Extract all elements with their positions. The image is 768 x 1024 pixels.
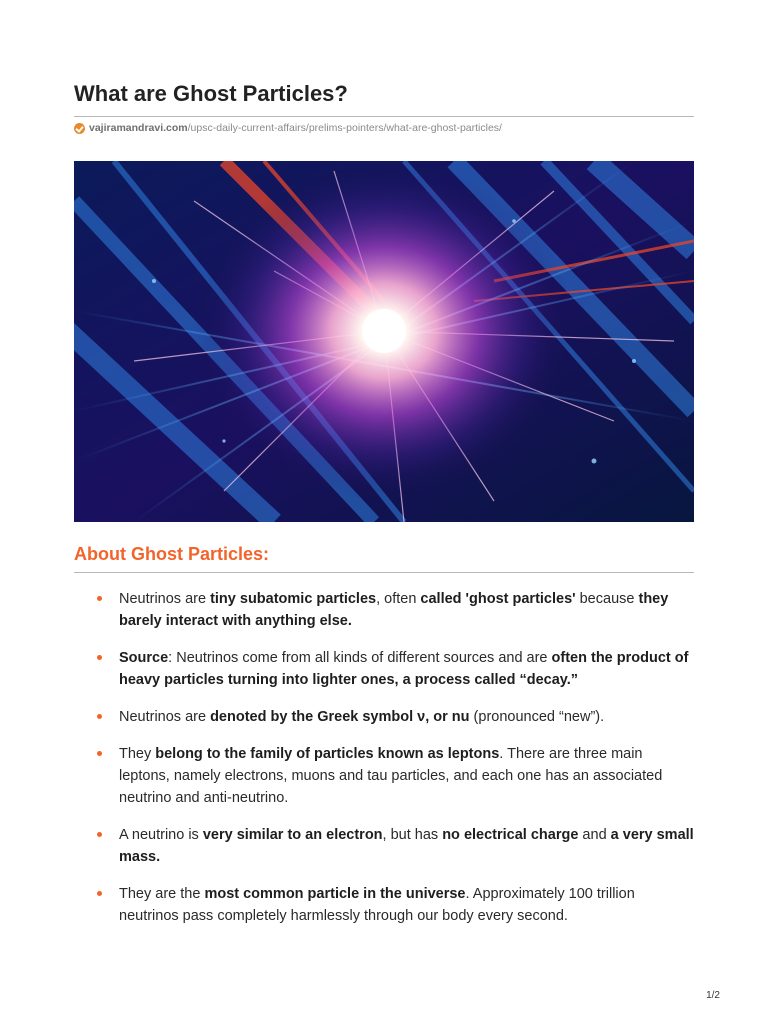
bullet-dot-icon xyxy=(97,596,102,601)
bold-text: a very small mass. xyxy=(119,827,694,865)
text: , often xyxy=(376,591,421,607)
page-number: 1/2 xyxy=(706,990,720,1001)
text: Neutrinos are xyxy=(119,591,211,607)
bullet-dot-icon xyxy=(97,891,102,896)
page-title: What are Ghost Particles? xyxy=(74,81,348,106)
bold-text: tiny subatomic particles xyxy=(210,591,377,607)
source-url[interactable] xyxy=(74,122,502,134)
bullet-dot-icon xyxy=(97,655,102,660)
bold-text: most common particle in the universe xyxy=(204,886,466,902)
list-item xyxy=(74,743,694,809)
site-favicon-icon xyxy=(74,123,85,134)
list-item xyxy=(74,588,694,632)
particle-collision-burst-image xyxy=(74,161,694,522)
bold-text: called 'ghost particles' xyxy=(420,591,576,607)
bullet-dot-icon xyxy=(97,714,102,719)
bullet-dot-icon xyxy=(97,832,102,837)
text: : Neutrinos come from all kinds of different sources and are xyxy=(168,650,552,666)
text: and xyxy=(578,827,611,843)
source-domain[interactable]: vajiramandravi.com xyxy=(89,122,188,134)
text: They xyxy=(119,746,156,762)
bold-text: belong to the family of particles known as leptons xyxy=(155,746,500,762)
section-divider xyxy=(74,572,694,573)
bold-text: Source xyxy=(119,650,169,666)
list-item xyxy=(74,824,694,868)
bold-text: denoted by the Greek symbol ν, or nu xyxy=(210,709,470,725)
text: A neutrino is xyxy=(119,827,203,843)
hero-image xyxy=(74,161,694,522)
text: because xyxy=(575,591,639,607)
text: , but has xyxy=(382,827,443,843)
bold-text: no electrical charge xyxy=(442,827,579,843)
bullet-dot-icon xyxy=(97,751,102,756)
text: They are the xyxy=(119,886,205,902)
text: Neutrinos are xyxy=(119,709,211,725)
text: . Approximately 100 trillion neutrinos pass completely harmlessly through our body every second. xyxy=(119,886,635,924)
title-divider xyxy=(74,116,694,117)
text: . There are three main leptons, namely electrons, muons and tau particles, and each one has an associated neutrino and anti-neutrino. xyxy=(119,746,663,806)
list-item xyxy=(74,706,694,728)
text: (pronounced “new”). xyxy=(469,709,605,725)
bold-text: they barely interact with anything else. xyxy=(119,591,669,629)
list-item xyxy=(74,647,694,691)
list-item xyxy=(74,883,694,927)
bullet-list xyxy=(74,588,694,942)
bold-text: very similar to an electron xyxy=(202,827,383,843)
bold-text: often the product of heavy particles turning into lighter ones, a process called “decay.” xyxy=(119,650,689,688)
section-heading: About Ghost Particles: xyxy=(74,544,270,564)
source-path[interactable]: /upsc-daily-current-affairs/prelims-pointers/what-are-ghost-particles/ xyxy=(187,122,502,134)
